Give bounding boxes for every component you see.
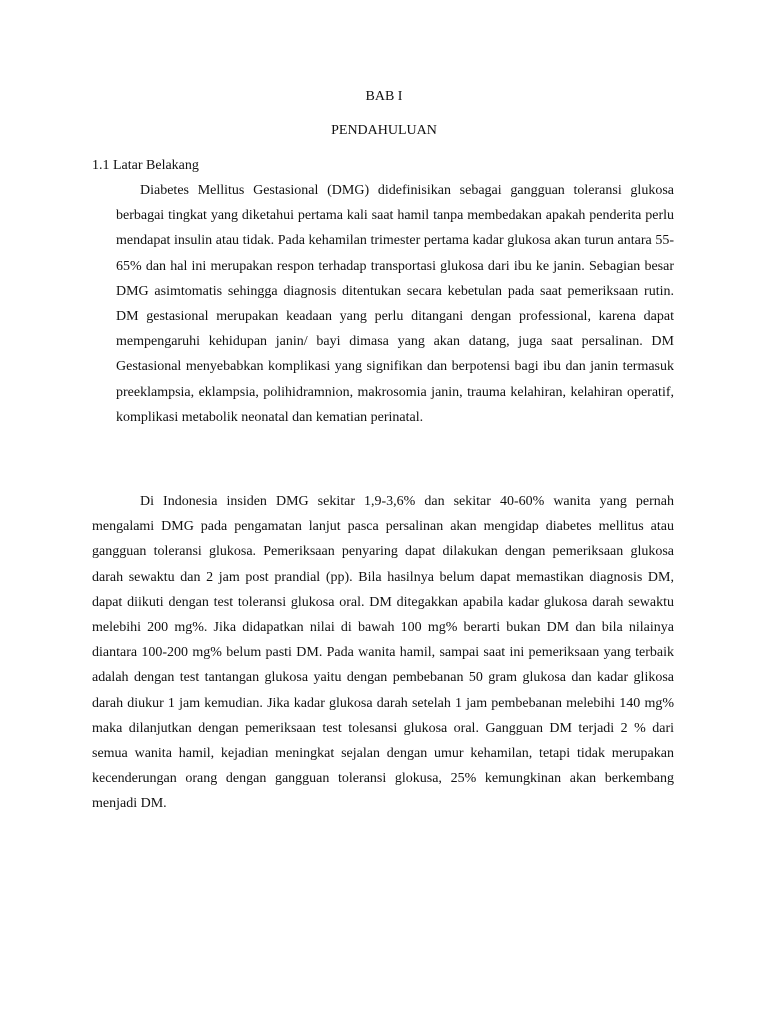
paragraph-background-dmg: Diabetes Mellitus Gestasional (DMG) didefinisikan sebagai gangguan toleransi glukosa berbagai tingkat yang diketahui pertama kali saat hamil tanpa membedakan apakah penderita perlu mendapat insulin atau tidak. Pada kehamilan trimester pertama kadar glukosa akan turun antara 55-65% dan hal ini merupakan respon terhadap transportasi glukosa dari ibu ke janin. Sebagian besar DMG asimtomatis sehingga diagnosis ditentukan secara kebetulan pada saat pemeriksaan rutin. DM gestasional merupakan keadaan yang perlu ditangani dengan professional, karena dapat mempengaruhi kehidupan janin/ bayi dimasa yang akan datang, juga saat persalinan. DM Gestasional menyebabkan komplikasi yang signifikan dan berpotensi bagi ibu dan janin termasuk preeklampsia, eklampsia, polihidramnion, makrosomia janin, trauma kelahiran, kelahiran operatif, komplikasi metabolik neonatal dan kematian perinatal. [116,183,674,425]
chapter-number: BAB I [365,89,403,104]
paragraph-indonesia-incidence: Di Indonesia insiden DMG sekitar 1,9-3,6% dan sekitar 40-60% wanita yang pernah mengalami DMG pada pengamatan lanjut pasca persalinan akan mengidap diabetes mellitus atau gangguan toleransi glukosa. Pemeriksaan penyaring dapat dilakukan dengan pemeriksaan glukosa darah sewaktu dan 2 jam post prandial (pp). Bila hasilnya belum dapat memastikan diagnosis DM, dapat diikuti dengan test toleransi glukosa oral. DM ditegakkan apabila kadar glukosa darah sewaktu melebihi 200 mg%. Jika didapatkan nilai di bawah 100 mg% berarti bukan DM dan bila nilainya diantara 100-200 mg% belum pasti DM. Pada wanita hamil, sampai saat ini pemeriksaan yang terbaik adalah dengan test tantangan glukosa yaitu dengan pembebanan 50 gram glukosa dan kadar glikosa darah diukur 1 jam kemudian. Jika kadar glukosa darah setelah 1 jam pembebanan melebihi 140 mg% maka dilanjutkan dengan pemeriksaan test tolesansi glukosa oral. Gangguan DM terjadi 2 % dari semua wanita hamil, kejadian meningkat sejalan dengan umur kehamilan, tetapi tidak merupakan kecenderungan orang dengan gangguan toleransi glokusa, 25% kemungkinan akan berkembang menjadi DM. [92,494,674,812]
chapter-title: PENDAHULUAN [331,123,437,138]
section-heading: 1.1 Latar Belakang [92,158,199,173]
